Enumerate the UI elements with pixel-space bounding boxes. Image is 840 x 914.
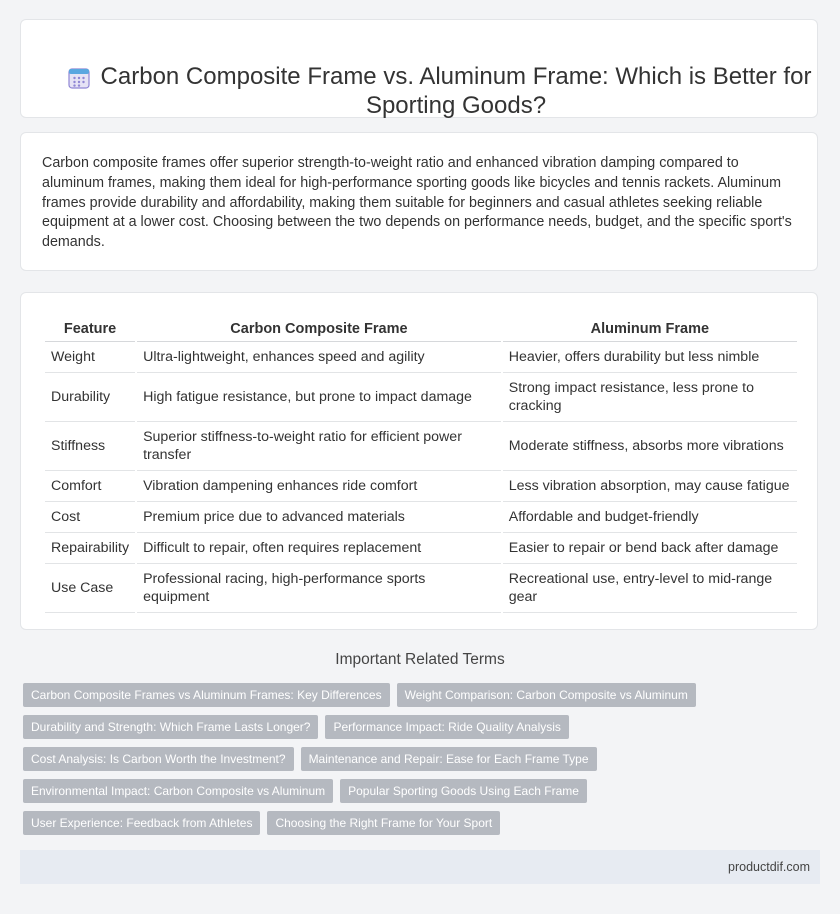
title-card (20, 19, 818, 118)
related-term-chip[interactable]: User Experience: Feedback from Athletes (23, 811, 260, 835)
carbon-cell: High fatigue resistance, but prone to impact damage (137, 373, 501, 422)
table-row (45, 342, 797, 373)
table-row (45, 502, 797, 533)
table-header-row (45, 313, 797, 342)
feature-cell: Repairability (45, 533, 135, 564)
carbon-cell: Premium price due to advanced materials (137, 502, 501, 533)
table-row (45, 533, 797, 564)
aluminum-cell: Affordable and budget-friendly (503, 502, 797, 533)
feature-cell: Durability (45, 373, 135, 422)
feature-cell: Use Case (45, 564, 135, 613)
feature-cell: Weight (45, 342, 135, 373)
carbon-cell: Difficult to repair, often requires replacement (137, 533, 501, 564)
aluminum-cell: Less vibration absorption, may cause fatigue (503, 471, 797, 502)
footer (20, 850, 820, 884)
table-row (45, 471, 797, 502)
page-title: Carbon Composite Frame vs. Aluminum Frame: Which is Better for Sporting Goods? (100, 63, 812, 119)
related-term-chip[interactable]: Carbon Composite Frames vs Aluminum Frames: Key Differences (23, 683, 390, 707)
calendar-icon (67, 66, 91, 90)
comparison-table-card (20, 292, 818, 630)
feature-cell: Cost (45, 502, 135, 533)
footer-site-link[interactable]: productdif.com (728, 860, 810, 874)
related-term-chip[interactable]: Cost Analysis: Is Carbon Worth the Investment? (23, 747, 294, 771)
header-aluminum: Aluminum Frame (503, 313, 797, 342)
related-term-chip[interactable]: Maintenance and Repair: Ease for Each Frame Type (301, 747, 597, 771)
related-term-chip[interactable]: Choosing the Right Frame for Your Sport (267, 811, 500, 835)
table-row (45, 422, 797, 471)
feature-cell: Comfort (45, 471, 135, 502)
aluminum-cell: Recreational use, entry-level to mid-range gear (503, 564, 797, 613)
carbon-cell: Ultra-lightweight, enhances speed and agility (137, 342, 501, 373)
table-row (45, 373, 797, 422)
intro-paragraph: Carbon composite frames offer superior strength-to-weight ratio and enhanced vibration damping compared to aluminum frames, making them ideal for high-performance sporting goods like bicycles and tennis rackets. Aluminum frames provide durability and affordability, making them suitable for beginners and casual athletes seeking reliable equipment at a lower cost. Choosing between the two depends on performance needs, budget, and the specific sport's demands. (42, 155, 792, 251)
related-terms-list (23, 683, 803, 843)
carbon-cell: Professional racing, high-performance sports equipment (137, 564, 501, 613)
aluminum-cell: Easier to repair or bend back after damage (503, 533, 797, 564)
related-terms-heading: Important Related Terms (335, 651, 505, 668)
comparison-table (43, 313, 799, 613)
aluminum-cell: Strong impact resistance, less prone to cracking (503, 373, 797, 422)
related-term-chip[interactable]: Performance Impact: Ride Quality Analysis (325, 715, 568, 739)
related-term-chip[interactable]: Durability and Strength: Which Frame Lasts Longer? (23, 715, 318, 739)
table-row (45, 564, 797, 613)
feature-cell: Stiffness (45, 422, 135, 471)
header-feature: Feature (45, 313, 135, 342)
aluminum-cell: Heavier, offers durability but less nimble (503, 342, 797, 373)
related-term-chip[interactable]: Weight Comparison: Carbon Composite vs Aluminum (397, 683, 696, 707)
header-carbon: Carbon Composite Frame (137, 313, 501, 342)
related-term-chip[interactable]: Environmental Impact: Carbon Composite vs Aluminum (23, 779, 333, 803)
related-term-chip[interactable]: Popular Sporting Goods Using Each Frame (340, 779, 587, 803)
intro-card (20, 132, 818, 271)
carbon-cell: Vibration dampening enhances ride comfort (137, 471, 501, 502)
aluminum-cell: Moderate stiffness, absorbs more vibrations (503, 422, 797, 471)
carbon-cell: Superior stiffness-to-weight ratio for efficient power transfer (137, 422, 501, 471)
